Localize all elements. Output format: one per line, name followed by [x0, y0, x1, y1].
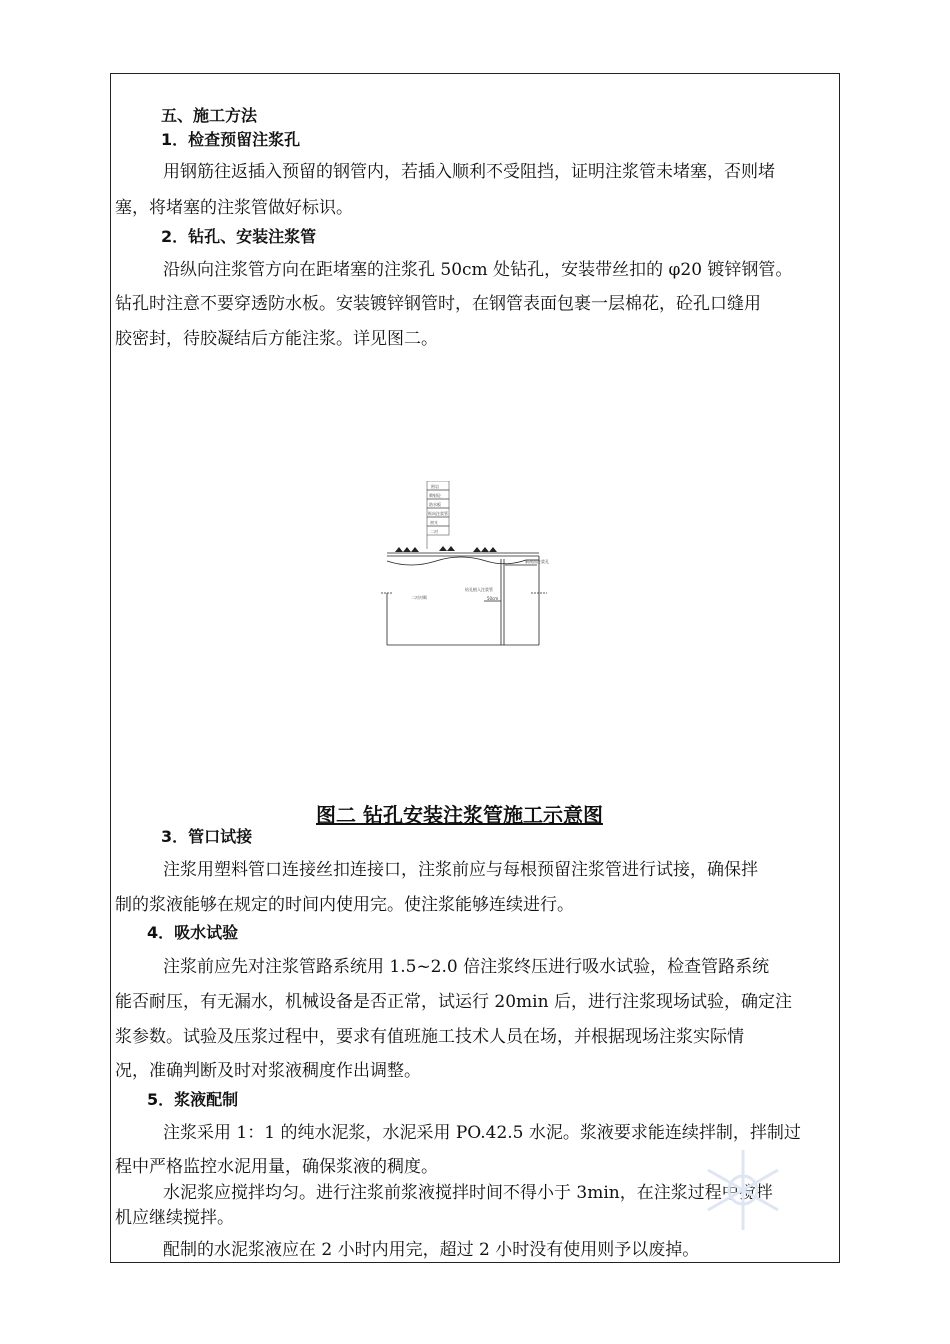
- distance-label: 50cm: [487, 596, 499, 601]
- lining-label: 二衬衬砌: [411, 595, 427, 600]
- grouting-pipe-diagram: [381, 481, 561, 651]
- paragraph-line: 程中严格监控水泥用量，确保浆液的稠度。: [115, 1157, 438, 1177]
- document-frame: [110, 73, 840, 1263]
- paragraph-line: 沿纵向注浆管方向在距堵塞的注浆孔 50cm 处钻孔，安装带丝扣的 φ20 镀锌钢管。: [163, 260, 793, 280]
- paragraph-line: 水泥浆应搅拌均匀。进行注浆前浆液搅拌时间不得小于 3min，在注浆过程中搅拌: [163, 1183, 773, 1203]
- paragraph-line: 能否耐压，有无漏水，机械设备是否正常，试运行 20min 后，进行注浆现场试验，确定注: [115, 992, 792, 1012]
- subsection-title-2: 2．钻孔、安装注浆管: [161, 227, 317, 246]
- lining-lines: [381, 553, 547, 645]
- new-pipe-label: 新预留注浆孔: [525, 559, 549, 564]
- paragraph-line: 钻孔时注意不要穿透防水板。安装镀锌钢管时，在钢管表面包裹一层棉花，砼孔口缝用: [115, 294, 761, 314]
- paragraph-line: 用钢筋往返插入预留的钢管内，若插入顺利不受阻挡，证明注浆管未堵塞，否则堵: [163, 162, 775, 182]
- subsection-title-1: 1．检查预留注浆孔: [161, 130, 301, 149]
- paragraph-line: 塞，将堵塞的注浆管做好标识。: [115, 198, 353, 218]
- paragraph-line: 注浆用塑料管口连接丝扣连接口，注浆前应与每根预留注浆管进行试接，确保拌: [163, 860, 758, 880]
- layer-label: 喷射砼: [429, 493, 441, 498]
- snowflake-watermark-icon: [698, 1145, 788, 1235]
- paragraph-line: 注浆前应先对注浆管路系统用 1.5~2.0 倍注浆终压进行吸水试验，检查管路系统: [163, 957, 770, 977]
- layer-label: 初支: [430, 520, 438, 525]
- layer-label: 围岩: [431, 484, 439, 489]
- subsection-title-4: 4．吸水试验: [147, 923, 239, 942]
- paragraph-line: 胶密封，待胶凝结后方能注浆。详见图二。: [115, 329, 438, 349]
- rock-texture: [395, 546, 497, 552]
- paragraph-line: 机应继续搅拌。: [115, 1208, 234, 1228]
- paragraph-line: 配制的水泥浆液应在 2 小时内用完，超过 2 小时没有使用则予以废掉。: [163, 1240, 700, 1260]
- subsection-title-5: 5．浆液配制: [147, 1090, 239, 1109]
- layer-label: 纵向注浆管: [428, 511, 448, 516]
- paragraph-line: 况，准确判断及时对浆液稠度作出调整。: [115, 1061, 421, 1081]
- paragraph-line: 制的浆液能够在规定的时间内使用完。使注浆能够连续进行。: [115, 895, 574, 915]
- paragraph-line: 浆参数。试验及压浆过程中，要求有值班施工技术人员在场，并根据现场注浆实际情: [115, 1027, 744, 1047]
- figure-caption: 图二 钻孔安装注浆管施工示意图: [316, 803, 603, 827]
- paragraph-line: 注浆采用 1：1 的纯水泥浆，水泥采用 PO.42.5 水泥。浆液要求能连续拌制，拌制过: [163, 1123, 801, 1143]
- section-heading: 五、施工方法: [161, 106, 258, 125]
- drill-label: 钻孔植入注浆管: [465, 587, 493, 592]
- subsection-title-3: 3．管口试接: [161, 827, 253, 846]
- layer-label: 二衬: [430, 529, 438, 534]
- layer-label: 防水板: [429, 502, 441, 507]
